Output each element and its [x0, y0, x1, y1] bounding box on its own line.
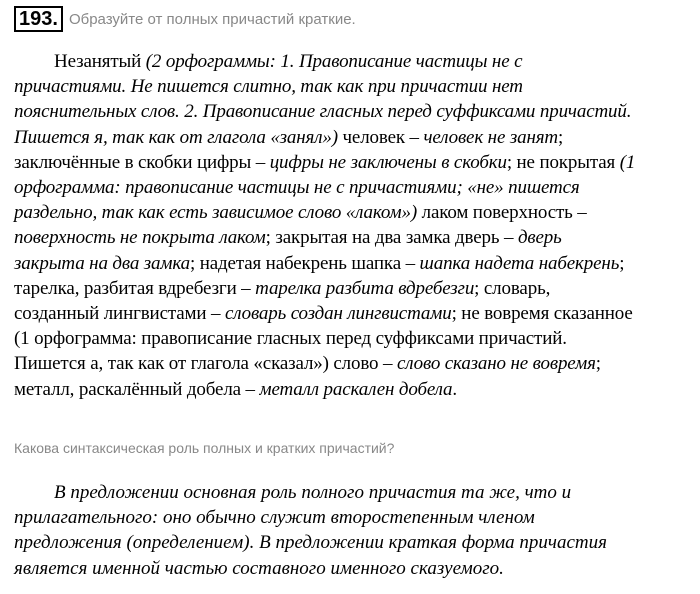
- answer-line: [14, 150, 694, 175]
- italic-segment: пояснительных слов. 2. Правописание гласных перед суффиксами причастий.: [14, 101, 632, 123]
- answer-paragraph-2: [14, 480, 694, 581]
- italic-segment: поверхность не покрыта лаком: [14, 227, 266, 249]
- text-segment: Пишется а, так как от глагола «сказал») слово –: [14, 353, 397, 375]
- italic-segment: цифры не заключены в скобки: [269, 151, 507, 173]
- task-text: Образуйте от полных причастий краткие.: [68, 10, 356, 28]
- text-segment: ; словарь,: [474, 277, 551, 299]
- italic-segment: человек не занят: [423, 126, 558, 148]
- italic-segment: тарелка разбита вдребезги: [255, 277, 475, 299]
- italic-segment: (1: [619, 151, 636, 173]
- answer2-line: [14, 480, 694, 505]
- italic-segment: шапка надета набекрень: [419, 252, 620, 274]
- text-segment: (1 орфограмма: правописание гласных перед суффиксами причастий.: [14, 328, 567, 350]
- answer-line: [14, 351, 694, 376]
- answer2-text: предложения (определением). В предложении краткая форма причастия: [14, 532, 607, 554]
- italic-segment: Пишется я, так как от глагола «занял»): [14, 126, 338, 148]
- text-segment: ;: [595, 353, 601, 375]
- answer-line: [14, 276, 694, 301]
- text-segment: тарелка, разбитая вдребезги –: [14, 277, 256, 299]
- italic-segment: (2 орфограммы: 1. Правописание частицы не с: [145, 51, 523, 72]
- answer-line: [14, 175, 694, 200]
- answer-paragraph: [14, 49, 694, 402]
- answer2-line: [14, 556, 694, 581]
- answer-line: [14, 326, 694, 351]
- exercise-number: 193.: [14, 6, 63, 32]
- answer-line: [14, 301, 694, 326]
- text-segment: .: [452, 378, 457, 400]
- text-segment: ;: [619, 252, 625, 274]
- answer2-text: В предложении основная роль полного причастия та же, что и: [54, 482, 572, 503]
- italic-segment: слово сказано не вовремя: [396, 353, 596, 375]
- text-segment: лаком поверхность –: [417, 202, 587, 224]
- answer-line: [14, 225, 694, 250]
- text-segment: ;: [557, 126, 564, 148]
- answer-line: [14, 74, 694, 99]
- answer-line: [14, 200, 694, 225]
- italic-segment: закрыта на два замка: [14, 252, 190, 274]
- answer-line: [14, 377, 694, 402]
- italic-segment: словарь создан лингвистами: [224, 303, 452, 325]
- answer2-line: [14, 530, 694, 555]
- text-segment: человек –: [337, 126, 424, 148]
- italic-segment: причастиями. Не пишется слитно, так как при причастии нет: [14, 76, 523, 98]
- text-segment: ; не покрытая: [506, 151, 620, 173]
- text-segment: ; закрытая на два замка дверь –: [265, 227, 518, 249]
- answer2-line: [14, 505, 694, 530]
- italic-segment: металл раскален добела: [259, 378, 453, 400]
- answer-line: [14, 99, 694, 124]
- answer-line: [14, 49, 694, 74]
- italic-segment: дверь: [517, 227, 562, 249]
- text-segment: ; не вовремя сказанное: [451, 303, 633, 325]
- answer-line: [14, 125, 694, 150]
- text-segment: ; надетая набекрень шапка –: [189, 252, 420, 274]
- italic-segment: орфограмма: правописание частицы не с причастиями; «не» пишется: [14, 177, 580, 199]
- question-text: Какова синтаксическая роль полных и кратких причастий?: [14, 440, 395, 456]
- text-segment: металл, раскалённый добела –: [14, 378, 260, 400]
- answer-line: [14, 251, 694, 276]
- answer2-text: прилагательного: оно обычно служит второстепенным членом: [14, 507, 535, 529]
- answer2-text: является именной частью составного именного сказуемого.: [14, 557, 504, 579]
- text-segment: созданный лингвистами –: [14, 303, 225, 325]
- exercise-header: [14, 6, 356, 32]
- italic-segment: раздельно, так как есть зависимое слово «лаком»): [14, 202, 418, 224]
- text-segment: заключённые в скобки цифры –: [14, 151, 270, 173]
- text-segment: Незанятый: [54, 51, 146, 72]
